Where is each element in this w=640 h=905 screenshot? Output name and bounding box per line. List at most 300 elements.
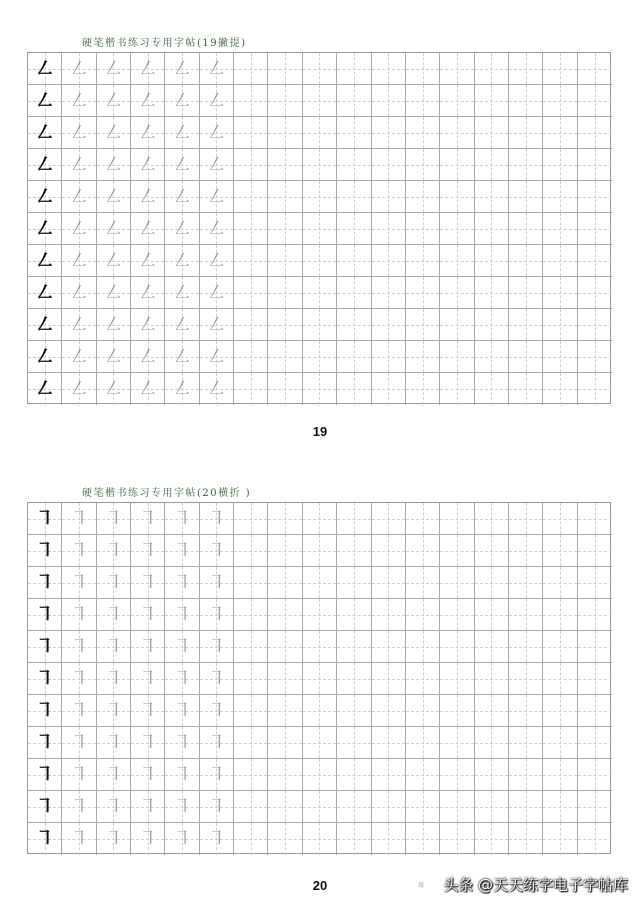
- grid-cell: [165, 567, 199, 599]
- trace-stroke: ㇕: [138, 539, 158, 561]
- grid-cell: [372, 149, 406, 181]
- grid-cell: [509, 695, 543, 727]
- grid-cell: [509, 503, 543, 535]
- grid-cell: [303, 823, 337, 855]
- trace-stroke: ㇜: [206, 281, 226, 303]
- watermark: 头条 @天天练字电子字帖库: [443, 876, 628, 894]
- grid-cell: [234, 373, 268, 405]
- trace-stroke: ㇕: [69, 539, 89, 561]
- trace-stroke: ㇕: [69, 699, 89, 721]
- trace-stroke: ㇜: [69, 345, 89, 367]
- grid-cell: [131, 117, 165, 149]
- grid-cell: [578, 503, 612, 535]
- grid-cell: [131, 535, 165, 567]
- model-stroke: ㇕: [35, 571, 55, 593]
- grid-cell: [337, 823, 371, 855]
- trace-stroke: ㇜: [103, 57, 123, 79]
- grid-cell: [165, 727, 199, 759]
- trace-stroke: ㇜: [172, 89, 192, 111]
- trace-stroke: ㇜: [103, 121, 123, 143]
- grid-cell: [268, 631, 302, 663]
- grid-cell: [303, 213, 337, 245]
- trace-stroke: ㇜: [138, 121, 158, 143]
- grid-cell: [303, 695, 337, 727]
- grid-cell: [543, 85, 577, 117]
- grid-cell: [372, 567, 406, 599]
- grid-cell: [578, 341, 612, 373]
- grid-cell: [234, 567, 268, 599]
- grid-cell: [337, 309, 371, 341]
- grid-cell: [97, 309, 131, 341]
- grid-cell: [97, 759, 131, 791]
- trace-stroke: ㇕: [206, 635, 226, 657]
- model-stroke: ㇜: [35, 185, 55, 207]
- grid-cell: [165, 373, 199, 405]
- grid-cell: [303, 85, 337, 117]
- grid-cell: [475, 663, 509, 695]
- grid-cell: [28, 117, 62, 149]
- trace-stroke: ㇕: [138, 827, 158, 850]
- grid-cell: [131, 181, 165, 213]
- grid-cell: [28, 309, 62, 341]
- grid-cell: [475, 695, 509, 727]
- trace-stroke: ㇕: [69, 507, 89, 529]
- trace-stroke: ㇜: [138, 281, 158, 303]
- trace-stroke: ㇜: [206, 249, 226, 271]
- grid-cell: [406, 791, 440, 823]
- grid-cell: [543, 503, 577, 535]
- trace-stroke: ㇜: [138, 185, 158, 207]
- grid-cell: [406, 245, 440, 277]
- grid-cell: [475, 759, 509, 791]
- grid-cell: [28, 791, 62, 823]
- grid-cell: [372, 695, 406, 727]
- trace-stroke: ㇜: [103, 281, 123, 303]
- trace-stroke: ㇜: [69, 217, 89, 239]
- trace-stroke: ㇜: [206, 121, 226, 143]
- trace-stroke: ㇕: [138, 571, 158, 593]
- grid-cell: [440, 599, 474, 631]
- trace-stroke: ㇜: [138, 57, 158, 79]
- grid-cell: [165, 181, 199, 213]
- grid-cell: [303, 373, 337, 405]
- grid-cell: [578, 213, 612, 245]
- grid-cell: [440, 245, 474, 277]
- trace-stroke: ㇕: [138, 507, 158, 529]
- model-stroke: ㇕: [35, 763, 55, 785]
- trace-stroke: ㇜: [103, 249, 123, 271]
- grid-cell: [509, 373, 543, 405]
- grid-cell: [475, 503, 509, 535]
- grid-cell: [97, 245, 131, 277]
- grid-cell: [337, 791, 371, 823]
- grid-cell: [475, 117, 509, 149]
- grid-cell: [372, 277, 406, 309]
- trace-stroke: ㇕: [69, 763, 89, 785]
- grid-cell: [475, 85, 509, 117]
- grid-cell: [372, 535, 406, 567]
- grid-cell: [303, 277, 337, 309]
- grid-cell: [268, 695, 302, 727]
- grid-cell: [337, 727, 371, 759]
- trace-stroke: ㇕: [172, 795, 192, 817]
- grid-cell: [406, 213, 440, 245]
- trace-stroke: ㇜: [138, 313, 158, 335]
- trace-stroke: ㇕: [172, 763, 192, 785]
- grid-cell: [543, 213, 577, 245]
- grid-cell: [165, 791, 199, 823]
- grid-cell: [28, 695, 62, 727]
- trace-stroke: ㇜: [69, 281, 89, 303]
- grid-cell: [372, 85, 406, 117]
- grid-cell: [509, 823, 543, 855]
- grid-cell: [234, 759, 268, 791]
- grid-cell: [406, 535, 440, 567]
- grid-cell: [131, 663, 165, 695]
- trace-stroke: ㇕: [172, 539, 192, 561]
- grid-cell: [97, 599, 131, 631]
- trace-stroke: ㇜: [206, 57, 226, 79]
- grid-cell: [543, 341, 577, 373]
- grid-cell: [28, 535, 62, 567]
- grid-cell: [475, 277, 509, 309]
- grid-cell: [62, 117, 96, 149]
- grid-cell: [268, 181, 302, 213]
- trace-stroke: ㇕: [103, 603, 123, 625]
- grid-cell: [337, 213, 371, 245]
- grid-cell: [28, 663, 62, 695]
- grid-cell: [28, 373, 62, 405]
- trace-stroke: ㇜: [69, 121, 89, 143]
- grid-cell: [509, 341, 543, 373]
- trace-stroke: ㇜: [172, 281, 192, 303]
- grid-cell: [440, 149, 474, 181]
- grid-cell: [268, 245, 302, 277]
- grid-cell: [200, 663, 234, 695]
- grid-cell: [578, 53, 612, 85]
- grid-cell: [131, 631, 165, 663]
- trace-stroke: ㇜: [206, 89, 226, 111]
- grid-cell: [372, 245, 406, 277]
- trace-stroke: ㇕: [69, 571, 89, 593]
- grid-cell: [131, 791, 165, 823]
- grid-cell: [440, 823, 474, 855]
- grid-cell: [372, 309, 406, 341]
- model-stroke: ㇜: [35, 153, 55, 175]
- trace-stroke: ㇜: [103, 185, 123, 207]
- grid-cell: [303, 727, 337, 759]
- trace-stroke: ㇕: [206, 667, 226, 689]
- grid-cell: [97, 85, 131, 117]
- grid-cell: [234, 213, 268, 245]
- grid-cell: [440, 53, 474, 85]
- grid-cell: [28, 341, 62, 373]
- grid-cell: [131, 727, 165, 759]
- trace-stroke: ㇜: [103, 217, 123, 239]
- grid-cell: [303, 599, 337, 631]
- trace-stroke: ㇕: [206, 603, 226, 625]
- grid-cell: [440, 759, 474, 791]
- grid-cell: [97, 341, 131, 373]
- grid-cell: [165, 213, 199, 245]
- grid-cell: [440, 277, 474, 309]
- grid-cell: [372, 181, 406, 213]
- grid-cell: [268, 277, 302, 309]
- model-stroke: ㇜: [35, 377, 55, 400]
- grid-cell: [475, 245, 509, 277]
- grid-cell: [372, 117, 406, 149]
- grid-cell: [303, 535, 337, 567]
- grid-cell: [28, 567, 62, 599]
- trace-stroke: ㇕: [206, 539, 226, 561]
- trace-stroke: ㇕: [103, 827, 123, 850]
- grid-cell: [200, 277, 234, 309]
- grid-cell: [234, 791, 268, 823]
- grid-cell: [28, 181, 62, 213]
- grid-cell: [543, 567, 577, 599]
- grid-cell: [234, 53, 268, 85]
- trace-stroke: ㇜: [138, 153, 158, 175]
- grid-cell: [200, 791, 234, 823]
- trace-stroke: ㇕: [103, 539, 123, 561]
- trace-stroke: ㇕: [69, 827, 89, 850]
- grid-cell: [509, 181, 543, 213]
- grid-cell: [165, 823, 199, 855]
- grid-cell: [200, 213, 234, 245]
- grid-cell: [131, 759, 165, 791]
- trace-stroke: ㇜: [172, 57, 192, 79]
- grid-cell: [97, 727, 131, 759]
- grid-cell: [578, 727, 612, 759]
- grid-cell: [97, 503, 131, 535]
- grid-cell: [543, 791, 577, 823]
- page-number: 20: [312, 878, 328, 893]
- grid-cell: [303, 181, 337, 213]
- grid-cell: [200, 535, 234, 567]
- grid-cell: [165, 535, 199, 567]
- grid-cell: [440, 503, 474, 535]
- grid-cell: [509, 759, 543, 791]
- grid-cell: [440, 791, 474, 823]
- grid-cell: [200, 149, 234, 181]
- grid-cell: [165, 149, 199, 181]
- grid-cell: [578, 599, 612, 631]
- grid-cell: [440, 535, 474, 567]
- trace-stroke: ㇕: [206, 731, 226, 753]
- grid-cell: [337, 503, 371, 535]
- trace-stroke: ㇕: [138, 635, 158, 657]
- grid-cell: [200, 567, 234, 599]
- trace-stroke: ㇜: [138, 217, 158, 239]
- grid-cell: [475, 567, 509, 599]
- grid-cell: [165, 599, 199, 631]
- grid-cell: [268, 663, 302, 695]
- grid-cell: [578, 245, 612, 277]
- grid-cell: [268, 535, 302, 567]
- trace-stroke: ㇕: [206, 763, 226, 785]
- grid-cell: [234, 181, 268, 213]
- grid-cell: [62, 823, 96, 855]
- grid-cell: [28, 213, 62, 245]
- trace-stroke: ㇜: [103, 377, 123, 400]
- grid-cell: [509, 663, 543, 695]
- trace-stroke: ㇕: [206, 699, 226, 721]
- grid-cell: [303, 53, 337, 85]
- grid-cell: [337, 695, 371, 727]
- grid-cell: [62, 535, 96, 567]
- grid-cell: [440, 309, 474, 341]
- grid-cell: [440, 181, 474, 213]
- grid-cell: [337, 181, 371, 213]
- grid-cell: [578, 373, 612, 405]
- grid-cell: [165, 663, 199, 695]
- grid-cell: [97, 213, 131, 245]
- trace-stroke: ㇕: [172, 731, 192, 753]
- grid-cell: [475, 213, 509, 245]
- trace-stroke: ㇕: [172, 507, 192, 529]
- grid-cell: [337, 567, 371, 599]
- grid-cell: [337, 117, 371, 149]
- trace-stroke: ㇕: [172, 667, 192, 689]
- grid-cell: [62, 567, 96, 599]
- grid-cell: [303, 309, 337, 341]
- grid-cell: [475, 599, 509, 631]
- trace-stroke: ㇜: [138, 377, 158, 400]
- grid-cell: [440, 663, 474, 695]
- grid-cell: [372, 791, 406, 823]
- trace-stroke: ㇕: [138, 667, 158, 689]
- trace-stroke: ㇜: [138, 249, 158, 271]
- grid-cell: [234, 599, 268, 631]
- grid-cell: [268, 791, 302, 823]
- trace-stroke: ㇜: [172, 217, 192, 239]
- trace-stroke: ㇜: [138, 345, 158, 367]
- grid-cell: [406, 53, 440, 85]
- grid-cell: [97, 149, 131, 181]
- grid-cell: [131, 53, 165, 85]
- grid-cell: [578, 823, 612, 855]
- model-stroke: ㇜: [35, 57, 55, 79]
- grid-cell: [234, 149, 268, 181]
- grid-cell: [28, 599, 62, 631]
- grid-cell: [578, 277, 612, 309]
- practice-grid: [27, 52, 611, 404]
- grid-cell: [440, 695, 474, 727]
- grid-cell: [97, 53, 131, 85]
- grid-cell: [406, 503, 440, 535]
- grid-cell: [372, 599, 406, 631]
- grid-cell: [372, 503, 406, 535]
- grid-cell: [62, 309, 96, 341]
- grid-cell: [303, 791, 337, 823]
- trace-stroke: ㇕: [103, 699, 123, 721]
- grid-cell: [131, 85, 165, 117]
- grid-cell: [509, 85, 543, 117]
- grid-cell: [268, 567, 302, 599]
- trace-stroke: ㇜: [69, 57, 89, 79]
- grid-cell: [303, 567, 337, 599]
- trace-stroke: ㇕: [103, 667, 123, 689]
- grid-cell: [406, 117, 440, 149]
- grid-cell: [131, 213, 165, 245]
- watermark-small-text: 用: [418, 882, 425, 889]
- grid-cell: [372, 373, 406, 405]
- grid-cell: [303, 117, 337, 149]
- trace-stroke: ㇕: [138, 699, 158, 721]
- grid-cell: [131, 567, 165, 599]
- practice-grid: [27, 502, 611, 854]
- grid-cell: [406, 567, 440, 599]
- grid-cell: [28, 277, 62, 309]
- grid-cell: [131, 277, 165, 309]
- grid-cell: [200, 759, 234, 791]
- grid-cell: [234, 823, 268, 855]
- grid-cell: [543, 277, 577, 309]
- model-stroke: ㇕: [35, 635, 55, 657]
- grid-cell: [475, 373, 509, 405]
- grid-cell: [509, 117, 543, 149]
- grid-cell: [268, 149, 302, 181]
- trace-stroke: ㇕: [69, 667, 89, 689]
- grid-cell: [578, 695, 612, 727]
- grid-cell: [28, 245, 62, 277]
- grid-cell: [200, 631, 234, 663]
- trace-stroke: ㇕: [103, 507, 123, 529]
- grid-cell: [131, 149, 165, 181]
- grid-cell: [131, 373, 165, 405]
- grid-cell: [372, 53, 406, 85]
- grid-cell: [509, 309, 543, 341]
- grid-cell: [200, 181, 234, 213]
- grid-cell: [337, 759, 371, 791]
- grid-cell: [97, 663, 131, 695]
- trace-stroke: ㇜: [69, 249, 89, 271]
- trace-stroke: ㇕: [206, 507, 226, 529]
- grid-cell: [440, 117, 474, 149]
- grid-cell: [131, 341, 165, 373]
- grid-cell: [165, 117, 199, 149]
- trace-stroke: ㇕: [172, 603, 192, 625]
- grid-cell: [509, 567, 543, 599]
- trace-stroke: ㇕: [138, 763, 158, 785]
- grid-cell: [406, 373, 440, 405]
- grid-cell: [234, 341, 268, 373]
- grid-cell: [28, 85, 62, 117]
- grid-cell: [62, 373, 96, 405]
- grid-cell: [543, 535, 577, 567]
- grid-cell: [234, 631, 268, 663]
- grid-cell: [406, 759, 440, 791]
- trace-stroke: ㇜: [103, 153, 123, 175]
- grid-cell: [62, 503, 96, 535]
- grid-cell: [475, 535, 509, 567]
- grid-cell: [406, 85, 440, 117]
- grid-cell: [200, 245, 234, 277]
- grid-cell: [165, 245, 199, 277]
- trace-stroke: ㇜: [206, 217, 226, 239]
- grid-cell: [440, 213, 474, 245]
- grid-cell: [97, 373, 131, 405]
- grid-cell: [131, 245, 165, 277]
- grid-cell: [28, 53, 62, 85]
- grid-cell: [475, 727, 509, 759]
- grid-cell: [62, 149, 96, 181]
- grid-cell: [303, 503, 337, 535]
- grid-cell: [406, 823, 440, 855]
- grid-cell: [406, 599, 440, 631]
- model-stroke: ㇜: [35, 281, 55, 303]
- grid-cell: [406, 149, 440, 181]
